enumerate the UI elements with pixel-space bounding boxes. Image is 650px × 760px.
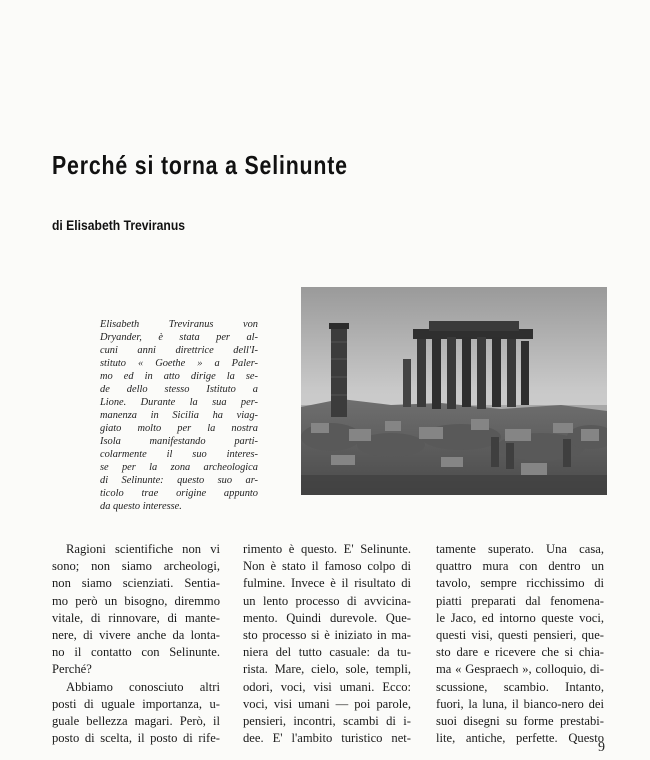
body-line: sto processo si è iniziato in ma-: [243, 628, 411, 643]
caption-line: se per la zona archeologica: [100, 462, 258, 473]
body-line: rista. Mare, cielo, sole, templi,: [243, 662, 411, 677]
caption-line: Isola manifestando parti-: [100, 436, 258, 447]
caption-line: Elisabeth Treviranus von: [100, 319, 258, 330]
caption-line: da questo interesse.: [100, 501, 182, 512]
caption-line: colarmente il suo interes-: [100, 449, 258, 460]
body-line: suoi disegni su forme prestabi-: [436, 714, 604, 729]
body-line: tamente superato. Una casa,: [436, 542, 604, 556]
text-column-3: [436, 541, 604, 747]
text-column-1: [52, 541, 220, 747]
caption-line: ticolo trae origine appunto: [100, 488, 258, 499]
body-line: questi visi, questi pensieri, que-: [436, 628, 604, 643]
body-line: un lento processo di avvicina-: [243, 593, 411, 608]
temple-ruins-illustration: [301, 287, 607, 495]
body-line: sto dare e ricevere che si chia-: [436, 645, 604, 660]
body-line: niera del tutto casuale: da tu-: [243, 645, 411, 660]
body-line: Abbiamo conosciuto altri: [66, 679, 220, 694]
body-line: odori, voci, visi umani. Ecco:: [243, 679, 411, 694]
caption-line: Lione. Durante la sua per-: [100, 397, 258, 408]
body-line: posto di scelta, il posto di rife-: [52, 731, 220, 746]
body-line: Perché?: [52, 662, 92, 677]
body-line: voci, visi umani — poi parole,: [243, 696, 411, 711]
body-line: non siamo scienziati. Sentia-: [52, 576, 220, 591]
temple-ruins-photo: [301, 287, 607, 495]
body-line: fuori, la luna, il bianco-nero dei: [436, 696, 604, 711]
body-line: pensieri, incontri, scambi di i-: [243, 714, 411, 729]
body-line: vitale, di rinnovare, di mante-: [52, 610, 220, 625]
body-line: posti di uguale importanza, u-: [52, 696, 220, 711]
article-title: Perché si torna a Selinunte: [52, 150, 348, 180]
caption-line: mo ed in atto dirige la se-: [100, 371, 258, 382]
body-line: Non è stato il famoso colpo di: [243, 559, 411, 574]
body-line: no il contatto con Selinunte.: [52, 645, 220, 660]
caption-line: di Selinunte: questo suo ar-: [100, 475, 258, 486]
body-line: nere, di vivere anche da lonta-: [52, 628, 220, 643]
body-line: dee. E' l'ambito turistico net-: [243, 731, 411, 746]
author-caption: [100, 318, 258, 513]
caption-line: giato molto per la nostra: [100, 423, 258, 434]
caption-line: Dryander, è stata per al-: [100, 332, 258, 343]
caption-line: cuni anni direttrice dell'I-: [100, 345, 258, 356]
body-line: sono; non siamo archeologi,: [52, 559, 220, 574]
body-line: mo però un bisogno, diremmo: [52, 593, 220, 608]
article-byline: di Elisabeth Treviranus: [52, 218, 186, 233]
body-line: rimento è questo. E' Selinunte.: [243, 542, 411, 556]
body-line: ma « Gespraech », colloquio, di-: [436, 662, 604, 677]
body-line: mento. Quindi durevole. Que-: [243, 610, 411, 625]
page-number: 9: [598, 740, 605, 755]
caption-line: stituto « Goethe » a Paler-: [100, 358, 258, 369]
body-line: tavolo, sempre ricchissimo di: [436, 576, 604, 591]
body-line: piatti preparati dal fenomena-: [436, 593, 604, 608]
body-line: Ragioni scientifiche non vi: [66, 542, 220, 556]
caption-line: de dello stesso Istituto a: [100, 384, 258, 395]
body-line: le Jaco, ed intorno queste voci,: [436, 610, 604, 625]
body-line: guale bellezza magari. Però, il: [52, 714, 220, 729]
body-line: lite, antiche, perfette. Questo: [436, 731, 604, 746]
body-line: scussione, scambio. Intanto,: [436, 679, 604, 694]
body-line: quattro mura con dentro un: [436, 559, 604, 574]
body-line: fulmine. Invece è il risultato di: [243, 576, 411, 591]
text-column-2: [243, 541, 411, 747]
caption-line: manenza in Sicilia ha viag-: [100, 410, 258, 421]
